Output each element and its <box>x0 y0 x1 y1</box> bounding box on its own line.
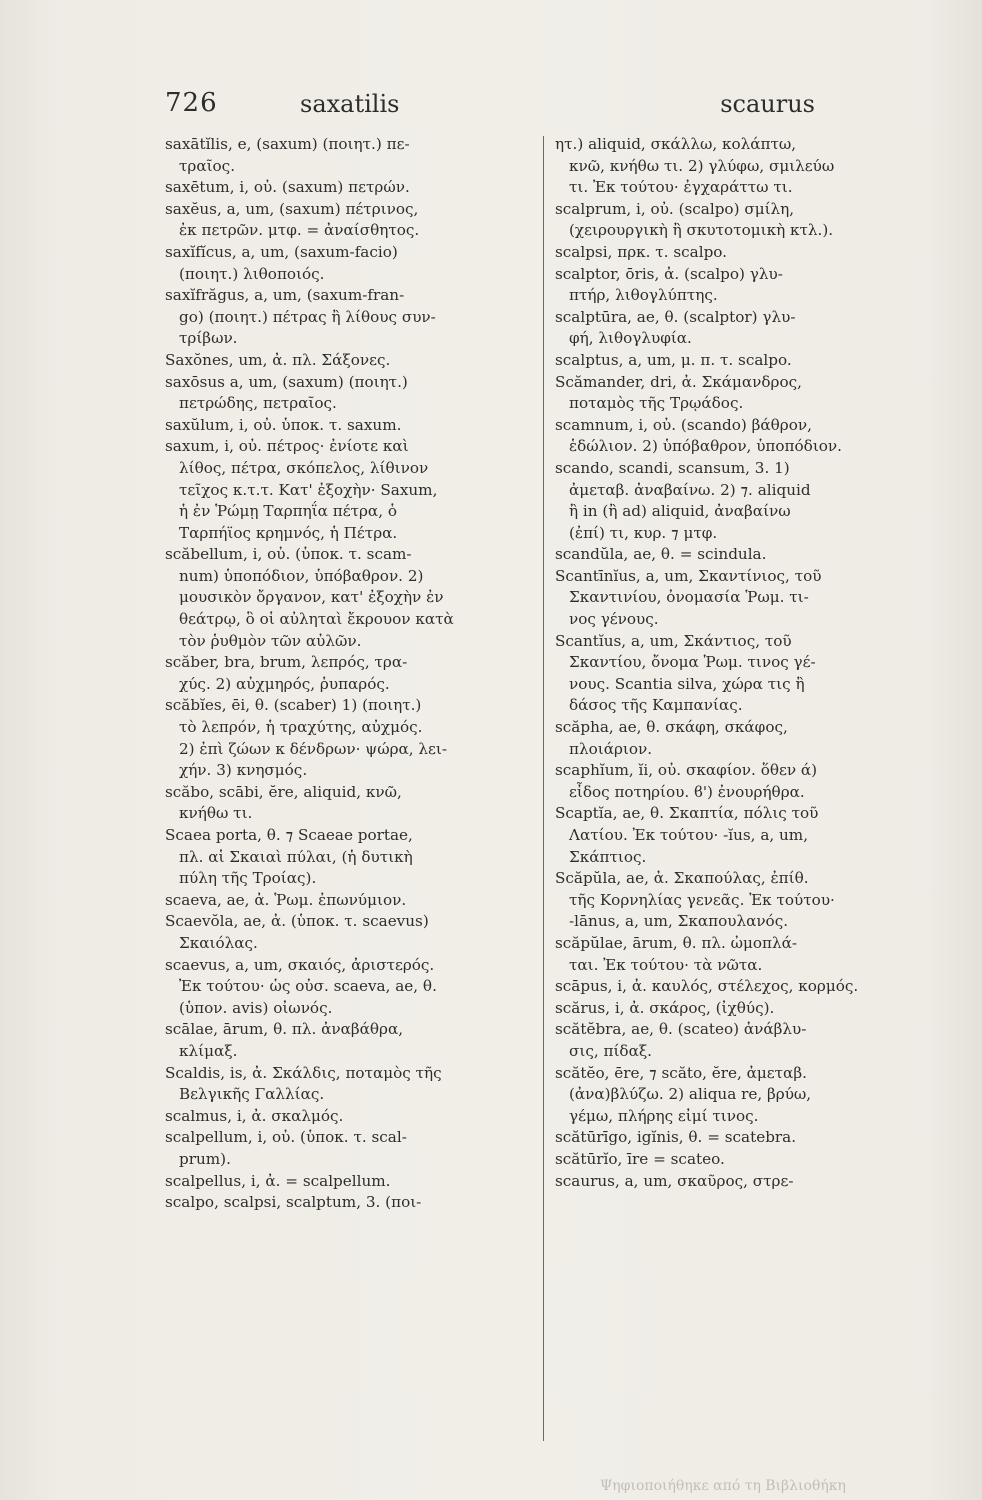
dictionary-entry <box>165 955 543 1020</box>
entry-line: num) ὑποπόδιον, ὑπόβαθρον. 2) <box>179 566 424 585</box>
dictionary-entry <box>165 652 543 695</box>
entry-line: φή, λιθογλυφία. <box>569 329 692 348</box>
entry-line: τῆς Κορνηλίας γενεᾶς. Ἐκ τούτου· <box>569 890 835 909</box>
entry-line: scătūrĭo, īre = scateo. <box>555 1149 725 1168</box>
entry-line: μουσικὸν ὄργανον, κατ' ἐξοχὴν ἐν <box>179 588 444 607</box>
dictionary-entry <box>165 911 543 954</box>
entry-line: Σκαντίου, ὄνομα Ῥωμ. τινος γέ- <box>569 653 816 672</box>
entry-line: πτήρ, λιθογλύπτης. <box>569 286 718 305</box>
entry-line: Scantĭus, a, um, Σκάντιος, τοῦ <box>555 631 792 650</box>
entry-line: scaurus, a, um, σκαῦρος, στρε- <box>555 1171 794 1190</box>
dictionary-entry <box>555 868 933 933</box>
entry-line: ἐκ πετρῶν. μτφ. = ἀναίσθητος. <box>179 221 420 240</box>
dictionary-entry <box>165 1019 543 1062</box>
entry-line: εἶδος ποτηρίου. ϐ') ἐνουρήθρα. <box>569 782 805 801</box>
entry-line: scaphĭum, ĭi, οὐ. σκαφίον. ὅθεν ά) <box>555 761 818 780</box>
dictionary-entry <box>555 566 933 631</box>
entry-line: ται. Ἐκ τούτου· τὰ νῶτα. <box>569 955 763 974</box>
page-header <box>165 88 935 128</box>
entry-line: go) (ποιητ.) πέτρας ἢ λίθους συν- <box>179 307 436 326</box>
entry-line: saxētum, i, οὐ. (saxum) πετρών. <box>165 178 410 197</box>
dictionary-entry <box>555 1171 933 1193</box>
entry-line: τεῖχος κ.τ.τ. Κατ' ἐξοχὴν· Saxum, <box>179 480 438 499</box>
dictionary-entry <box>165 1192 543 1214</box>
entry-line: saxum, i, οὐ. πέτρος· ἐνίοτε καὶ <box>165 437 409 456</box>
dictionary-entry <box>555 717 933 760</box>
entry-line: τραῖος. <box>179 156 236 175</box>
entry-line: scalpellum, i, οὐ. (ὑποκ. τ. scal- <box>165 1128 407 1147</box>
entry-line: νους. Scantia silva, χώρα τις ἢ <box>569 674 805 693</box>
dictionary-entry <box>165 825 543 890</box>
column-divider <box>543 136 544 1441</box>
dictionary-entry <box>555 134 933 199</box>
entry-line: Σκάπτιος. <box>569 847 647 866</box>
entry-line: Scăpŭla, ae, ἀ. Σκαπούλας, ἐπίθ. <box>555 869 809 888</box>
dictionary-entry <box>555 307 933 350</box>
entry-line: (ποιητ.) λιθοποιός. <box>179 264 325 283</box>
entry-line: scalmus, i, ἀ. σκαλμός. <box>165 1106 344 1125</box>
entry-line: σις, πίδαξ. <box>569 1041 653 1060</box>
dictionary-entry <box>555 1127 933 1149</box>
entry-line: τρίβων. <box>179 329 238 348</box>
page-number: 726 <box>165 88 218 118</box>
entry-line: scărus, i, ἀ. σκάρος, (ἰχθύς). <box>555 998 775 1017</box>
entry-line: scătĕo, ēre, ⁊ scăto, ĕre, ἀμεταβ. <box>555 1063 807 1082</box>
dictionary-entry <box>555 933 933 976</box>
entry-line: Scaptĭa, ae, θ. Σκαπτία, πόλις τοῦ <box>555 804 819 823</box>
entry-line: ἀμεταβ. ἀναβαίνω. 2) ⁊. aliquid <box>569 480 811 499</box>
entry-line: ἑδώλιον. 2) ὑπόβαθρον, ὑποπόδιον. <box>569 437 842 456</box>
entry-line: scamnum, i, οὐ. (scando) βάθρον, <box>555 415 812 434</box>
entry-line: τι. Ἐκ τούτου· ἐγχαράττω τι. <box>569 178 793 197</box>
dictionary-entry <box>165 436 543 544</box>
dictionary-entry <box>555 544 933 566</box>
entry-line: Ἐκ τούτου· ὡς οὐσ. scaeva, ae, θ. <box>179 977 437 996</box>
entry-line: νος γένους. <box>569 610 659 629</box>
dictionary-entry <box>555 631 933 717</box>
entry-line: prum). <box>179 1149 231 1168</box>
dictionary-entry <box>555 372 933 415</box>
entry-line: scalptor, ōris, ἀ. (scalpo) γλυ- <box>555 264 783 283</box>
dictionary-entry <box>165 544 543 652</box>
entry-line: scalpo, scalpsi, scalptum, 3. (ποι- <box>165 1193 422 1212</box>
dictionary-entry <box>165 372 543 415</box>
entry-line: scăbellum, i, οὐ. (ὑποκ. τ. scam- <box>165 545 412 564</box>
entry-line: scandŭla, ae, θ. = scindula. <box>555 545 767 564</box>
entry-line: πύλη τῆς Τροίας). <box>179 869 317 888</box>
dictionary-entry <box>165 1106 543 1128</box>
dictionary-entry <box>165 1171 543 1193</box>
entry-line: λίθος, πέτρα, σκόπελος, λίθινον <box>179 458 429 477</box>
entry-line: ἡ ἐν Ῥώμῃ Ταρπηΐα πέτρα, ὁ <box>179 502 397 521</box>
entry-line: scăbĭes, ēi, θ. (scaber) 1) (ποιητ.) <box>165 696 422 715</box>
dictionary-entry <box>555 199 933 242</box>
dictionary-entry <box>165 285 543 350</box>
entry-line: τὸν ῥυθμὸν τῶν αὐλῶν. <box>179 631 362 650</box>
right-column <box>555 134 933 1444</box>
entry-line: saxŭlum, i, οὐ. ὑποκ. τ. saxum. <box>165 415 402 434</box>
entry-line: scalpellus, i, ἀ. = scalpellum. <box>165 1171 391 1190</box>
library-stamp: Ψηφιοποιήθηκε από τη Βιβλιοθήκη <box>600 1478 846 1494</box>
entry-line: δάσος τῆς Καμπανίας. <box>569 696 743 715</box>
entry-line: scāpus, i, ἀ. καυλός, στέλεχος, κορμός. <box>555 977 859 996</box>
dictionary-entry <box>165 242 543 285</box>
entry-line: scăpha, ae, θ. σκάφη, σκάφος, <box>555 718 788 737</box>
entry-line: χύς. 2) αὐχμηρός, ῥυπαρός. <box>179 674 390 693</box>
entry-line: Βελγικῆς Γαλλίας. <box>179 1085 325 1104</box>
entry-line: scăber, bra, brum, λεπρός, τρα- <box>165 653 408 672</box>
dictionary-entry <box>165 890 543 912</box>
entry-line: scaeva, ae, ἀ. Ῥωμ. ἐπωνύμιον. <box>165 890 407 909</box>
dictionary-entry <box>165 695 543 781</box>
entry-line: Ταρπήϊος κρημνός, ἡ Πέτρα. <box>179 523 398 542</box>
entry-line: πετρώδης, πετραῖος. <box>179 394 337 413</box>
entry-line: Saxŏnes, um, ἀ. πλ. Σάξονες. <box>165 350 391 369</box>
dictionary-entry <box>555 242 933 264</box>
entry-line: scālae, ārum, θ. πλ. ἀναβάθρα, <box>165 1020 404 1039</box>
entry-line: πλοιάριον. <box>569 739 653 758</box>
entry-line: saxātĭlis, e, (saxum) (ποιητ.) πε- <box>165 135 410 153</box>
entry-line: scalpsi, πρκ. τ. scalpo. <box>555 242 727 261</box>
entry-line: Σκαιόλας. <box>179 933 258 952</box>
dictionary-entry <box>555 803 933 868</box>
guide-word-right: scaurus <box>720 90 815 118</box>
entry-line: 2) ἐπὶ ζώων κ δένδρων· ψώρα, λει- <box>179 739 448 758</box>
entry-line: κλίμαξ. <box>179 1041 238 1060</box>
dictionary-entry <box>165 1063 543 1106</box>
dictionary-entry <box>555 1019 933 1062</box>
dictionary-entry <box>555 1149 933 1171</box>
entry-line: χήν. 3) κνησμός. <box>179 761 308 780</box>
entry-line: τὸ λεπρόν, ἡ τραχύτης, αὐχμός. <box>179 718 423 737</box>
entry-line: (ἀνα)βλύζω. 2) aliqua re, βρύω, <box>569 1085 812 1104</box>
dictionary-entry <box>165 782 543 825</box>
entry-line: Scămander, dri, ἀ. Σκάμανδρος, <box>555 372 802 391</box>
entry-line: (ἐπί) τι, κυρ. ⁊ μτφ. <box>569 523 718 542</box>
entry-line: scalprum, i, οὐ. (scalpo) σμίλη, <box>555 199 795 218</box>
dictionary-entry <box>165 134 543 177</box>
dictionary-entry <box>555 760 933 803</box>
dictionary-entry <box>555 264 933 307</box>
dictionary-entry <box>555 415 933 458</box>
entry-line: ητ.) aliquid, σκάλλω, κολάπτω, <box>555 135 797 153</box>
entry-line: scăbo, scābi, ĕre, aliquid, κνῶ, <box>165 782 402 801</box>
left-column <box>165 134 543 1444</box>
entry-line: scăpŭlae, ārum, θ. πλ. ὠμοπλά- <box>555 933 798 952</box>
dictionary-entry <box>555 1063 933 1128</box>
entry-line: scătĕbra, ae, θ. (scateo) ἀνάβλυ- <box>555 1020 807 1039</box>
dictionary-entry <box>555 976 933 998</box>
entry-line: Scaea porta, θ. ⁊ Scaeae portae, <box>165 826 413 844</box>
entry-line: γέμω, πλήρης εἰμί τινος. <box>569 1106 759 1125</box>
entry-line: κνῶ, κνήθω τι. 2) γλύφω, σμιλεύω <box>569 156 835 175</box>
entry-line: scătūrīgo, igĭnis, θ. = scatebra. <box>555 1128 797 1147</box>
entry-line: saxĕus, a, um, (saxum) πέτρινος, <box>165 199 419 218</box>
entry-line: ἢ in (ἢ ad) aliquid, ἀναβαίνω <box>569 502 791 521</box>
entry-line: saxōsus a, um, (saxum) (ποιητ.) <box>165 372 408 391</box>
entry-line: scando, scandi, scansum, 3. 1) <box>555 458 790 477</box>
dictionary-entry <box>555 998 933 1020</box>
dictionary-entry <box>555 350 933 372</box>
entry-line: Σκαντινίου, ὀνομασία Ῥωμ. τι- <box>569 588 809 607</box>
entry-line: Scantīnĭus, a, um, Σκαντίνιος, τοῦ <box>555 566 822 585</box>
dictionary-entry <box>555 458 933 544</box>
entry-line: scalptūra, ae, θ. (scalptor) γλυ- <box>555 307 796 326</box>
entry-line: scalptus, a, um, μ. π. τ. scalpo. <box>555 350 792 369</box>
dictionary-entry <box>165 350 543 372</box>
entry-line: -lānus, a, um, Σκαπουλανός. <box>569 912 789 931</box>
entry-line: saxĭfĭcus, a, um, (saxum-facio) <box>165 242 398 261</box>
dictionary-entry <box>165 1127 543 1170</box>
entry-line: scaevus, a, um, σκαιός, ἀριστερός. <box>165 955 435 974</box>
entry-line: κνήθω τι. <box>179 804 253 823</box>
dictionary-entry <box>165 199 543 242</box>
entry-line: Scaevŏla, ae, ἀ. (ὑποκ. τ. scaevus) <box>165 912 429 931</box>
entry-line: saxĭfrăgus, a, um, (saxum-fran- <box>165 286 405 305</box>
dictionary-entry <box>165 415 543 437</box>
entry-line: Scaldis, is, ἀ. Σκάλδις, ποταμὸς τῆς <box>165 1063 442 1082</box>
entry-line: (ὑπον. avis) οἰωνός. <box>179 998 333 1017</box>
entry-line: πλ. αἱ Σκαιαὶ πύλαι, (ἡ δυτικὴ <box>179 847 413 866</box>
entry-line: Λατίου. Ἐκ τούτου· -ĭus, a, um, <box>569 826 809 844</box>
entry-line: ποταμὸς τῆς Τρῳάδος. <box>569 394 744 413</box>
entry-line: (χειρουργικὴ ἢ σκυτοτομικὴ κτλ.). <box>569 221 834 240</box>
dictionary-entry <box>165 177 543 199</box>
guide-word-left: saxatilis <box>300 90 400 118</box>
entry-line: θεάτρῳ, ὃ οἱ αὐληταὶ ἔκρουον κατὰ <box>179 610 454 629</box>
